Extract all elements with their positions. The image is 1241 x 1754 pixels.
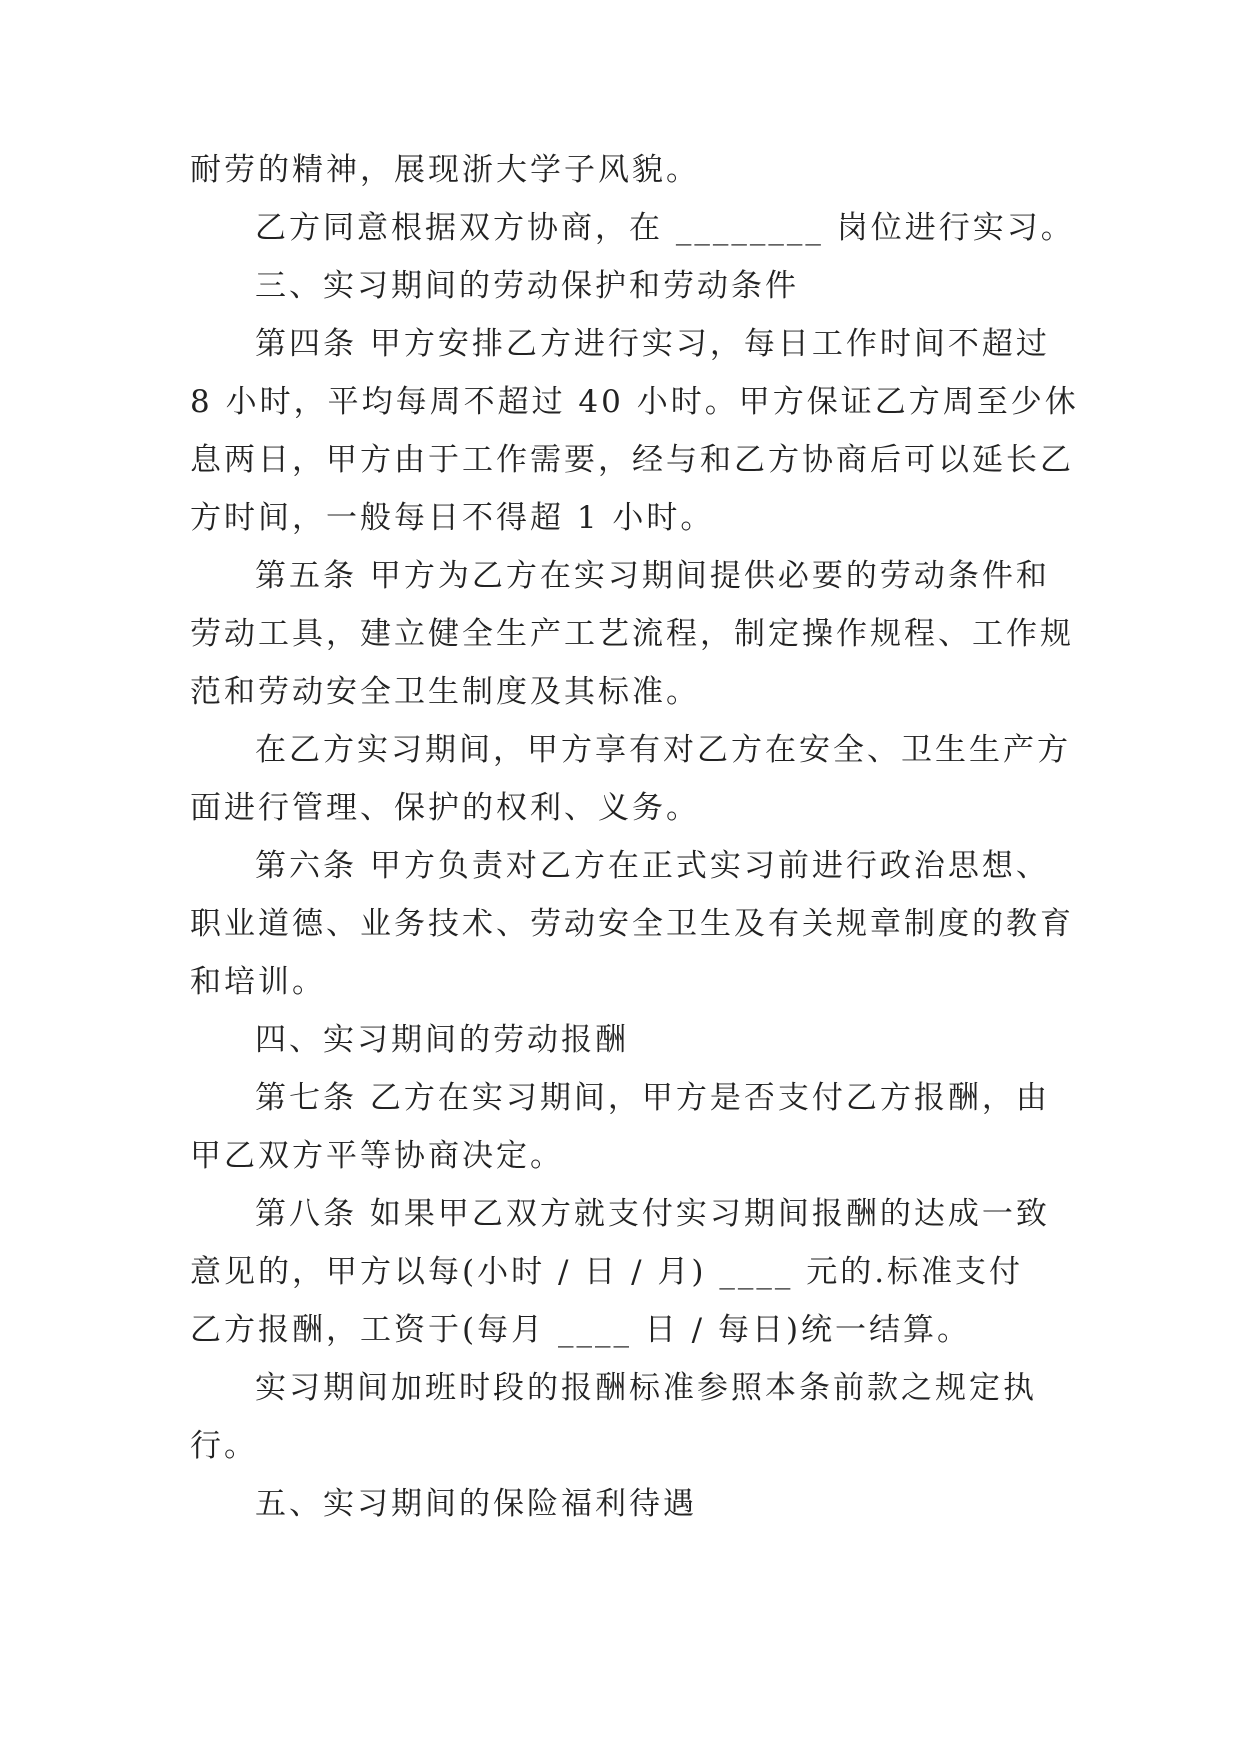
text-line: 实习期间加班时段的报酬标准参照本条前款之规定执 [255,1370,1037,1406]
section-heading: 四、实习期间的劳动报酬 [255,1022,629,1058]
text-line: 第四条 甲方安排乙方进行实习，每日工作时间不超过 [255,326,1050,362]
text-line: 乙方报酬，工资于(每月 ____ 日 / 每日)统一结算。 [190,1312,972,1348]
text-line: 8 小时，平均每周不超过 40 小时。甲方保证乙方周至少休 [190,384,1079,420]
text-line: 行。 [190,1428,258,1464]
text-line: 第六条 甲方负责对乙方在正式实习前进行政治思想、 [255,848,1050,884]
text-line: 乙方同意根据双方协商，在 ________ 岗位进行实习。 [255,210,1075,246]
section-heading: 三、实习期间的劳动保护和劳动条件 [255,268,799,304]
text-line: 第五条 甲方为乙方在实习期间提供必要的劳动条件和 [255,558,1050,594]
text-line: 息两日，甲方由于工作需要，经与和乙方协商后可以延长乙 [190,442,1074,478]
text-line: 面进行管理、保护的权利、义务。 [190,790,700,826]
text-line: 耐劳的精神，展现浙大学子风貌。 [190,152,700,188]
text-line: 劳动工具，建立健全生产工艺流程，制定操作规程、工作规 [190,616,1074,652]
text-line: 和培训。 [190,964,326,1000]
text-line: 范和劳动安全卫生制度及其标准。 [190,674,700,710]
section-heading: 五、实习期间的保险福利待遇 [255,1486,697,1522]
text-line: 在乙方实习期间，甲方享有对乙方在安全、卫生生产方 [255,732,1071,768]
text-line: 第八条 如果甲乙双方就支付实习期间报酬的达成一致 [255,1196,1050,1232]
text-line: 第七条 乙方在实习期间，甲方是否支付乙方报酬，由 [255,1080,1050,1116]
text-line: 意见的，甲方以每(小时 / 日 / 月) ____ 元的.标准支付 [190,1254,1024,1290]
text-line: 方时间，一般每日不得超 1 小时。 [190,500,715,536]
text-line: 职业道德、业务技术、劳动安全卫生及有关规章制度的教育 [190,906,1074,942]
text-line: 甲乙双方平等协商决定。 [190,1138,564,1174]
